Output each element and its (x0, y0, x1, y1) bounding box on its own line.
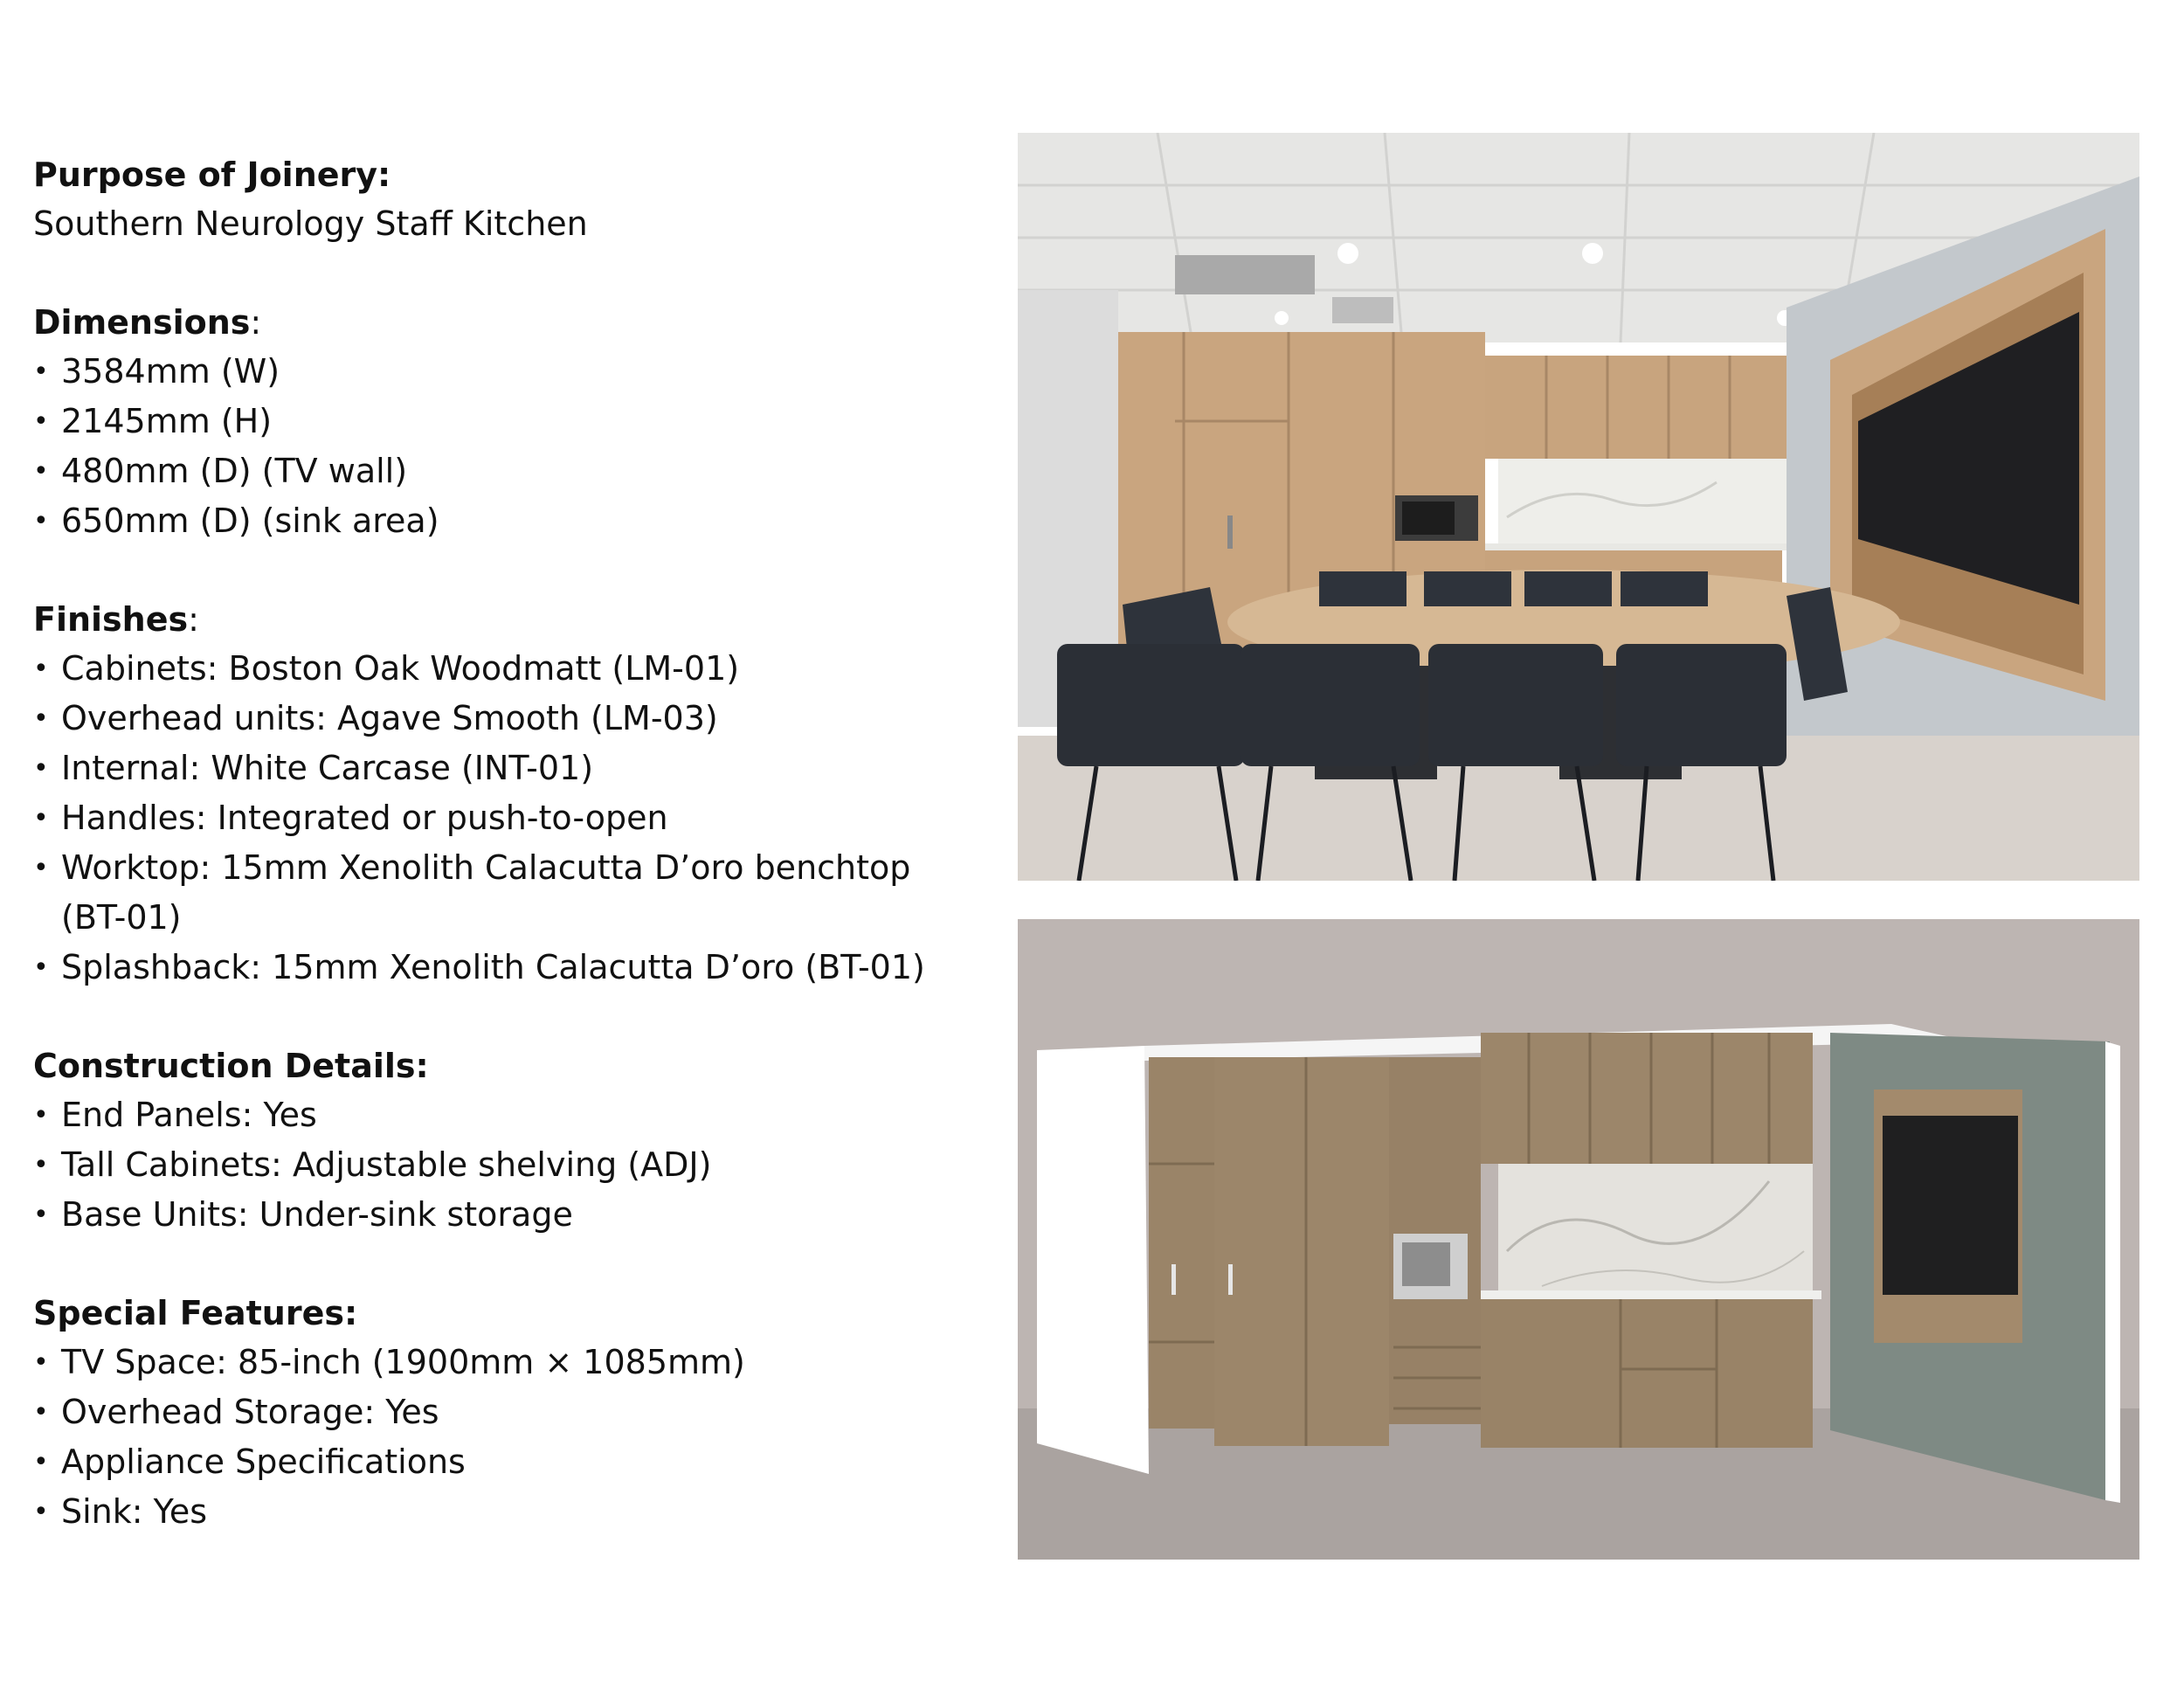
finishes-heading: Finishes: (33, 600, 199, 639)
list-item: • End Panels: Yes (33, 1090, 977, 1140)
list-item: • Tall Cabinets: Adjustable shelving (ADJ) (33, 1140, 977, 1190)
list-item: • 480mm (D) (TV wall) (33, 446, 977, 496)
list-item: • 650mm (D) (sink area) (33, 496, 977, 546)
list-item: • Worktop: 15mm Xenolith Calacutta D’oro benchtop (33, 843, 977, 893)
list-item: • Appliance Specifications (33, 1437, 977, 1487)
list-item: • Handles: Integrated or push-to-open (33, 793, 977, 843)
finishes-list (33, 644, 977, 993)
purpose-section (33, 150, 977, 249)
joinery-render (1018, 919, 2139, 1560)
list-item-continuation: (BT-01) (61, 898, 182, 937)
list-item: • Overhead units: Agave Smooth (LM-03) (33, 694, 977, 744)
construction-heading: Construction Details: (33, 1047, 429, 1085)
construction-section (33, 1041, 977, 1240)
construction-list (33, 1090, 977, 1240)
special-features-list (33, 1338, 977, 1537)
dimensions-heading: Dimensions: (33, 303, 262, 342)
special-features-heading: Special Features: (33, 1294, 358, 1332)
list-item: • Overhead Storage: Yes (33, 1387, 977, 1437)
kitchen-photo (1018, 133, 2139, 881)
special-features-section (33, 1289, 977, 1537)
list-item: • Internal: White Carcase (INT-01) (33, 744, 977, 793)
list-item: • Splashback: 15mm Xenolith Calacutta D’oro (BT-01) (33, 943, 977, 993)
purpose-heading: Purpose of Joinery: (33, 156, 391, 194)
list-item: • Sink: Yes (33, 1487, 977, 1537)
joinery-render-illustration (1018, 919, 2139, 1560)
finishes-section (33, 595, 977, 993)
list-item: • 2145mm (H) (33, 397, 977, 446)
dimensions-section (33, 298, 977, 546)
list-item: • 3584mm (W) (33, 347, 977, 397)
dimensions-list (33, 347, 977, 546)
list-item: • Cabinets: Boston Oak Woodmatt (LM-01) (33, 644, 977, 694)
kitchen-photo-illustration (1018, 133, 2139, 881)
specification-text (33, 150, 977, 1586)
list-item: • TV Space: 85-inch (1900mm × 1085mm) (33, 1338, 977, 1387)
list-item: • Base Units: Under-sink storage (33, 1190, 977, 1240)
purpose-value: Southern Neurology Staff Kitchen (33, 204, 588, 243)
